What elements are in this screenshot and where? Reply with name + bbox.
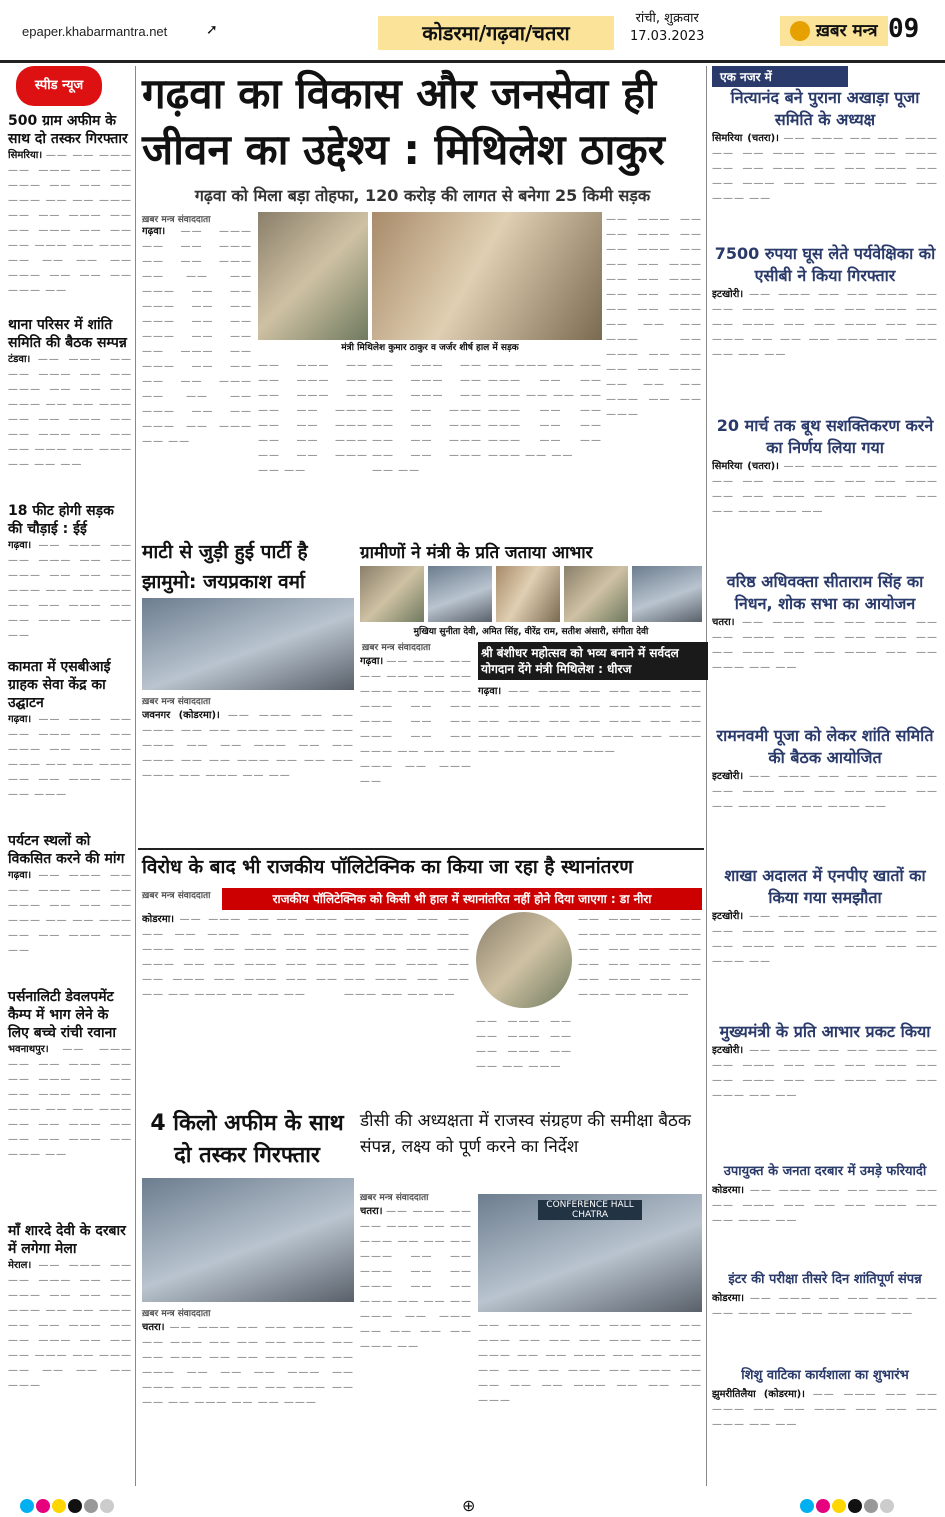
dc-story-2: —— ——— —— —— ——— —— —— ——— —— —— —— ——— —— —— ——— —— —— ——— —— —— ——— —— —— —— ——— —— ——— —— —— —— —— ——— —— —— —— ———	[478, 1320, 702, 1406]
right-story-3: सिमरिया (चतरा)। —— ——— —— —— ——— —— —— ——— —— —— —— ——— —— —— ——— —— —— ——— —— —— ——— —— ——	[712, 461, 938, 517]
main-story-col3: —— ——— —— —— ——— —— —— ——— —— —— —— ——— —— —— ——— —— —— ——— —— —— ——— —— ——	[372, 360, 482, 476]
left-story-2: टंडवा। —— ——— —— —— ——— —— —— ——— —— —— —— ——— —— —— ——— —— —— ——— —— —— ——— —— —— —— ——— —— ——— —— —— ——	[8, 354, 132, 470]
right-headline-10: शिशु वाटिका कार्यशाला का शुभारंभ	[741, 1368, 909, 1383]
right-headline-6: शाखा अदालत में एनपीए खातों का किया गया समझौता	[724, 866, 926, 907]
byline-afim: ख़बर मन्त्र संवाददाता	[142, 1309, 211, 1319]
page-number: 09	[888, 14, 920, 44]
site-url[interactable]: epaper.khabarmantra.net	[22, 24, 168, 39]
right-headline-1: नित्यानंद बने पुराना अखाड़ा पूजा समिति के अध्यक्ष	[730, 88, 920, 129]
right-story-9: कोडरमा। —— ——— —— —— ——— —— —— ——— —— —— —— ——— ——	[712, 1293, 938, 1319]
gram-portraits	[360, 566, 702, 622]
vansh-story: गढ़वा। —— ——— —— —— ——— —— —— ——— —— —— —— ——— —— —— ——— —— —— ——— —— —— ——— —— —— —— ——— —— ——— —— —— —— —— ———	[478, 686, 702, 757]
poly-headline: विरोध के बाद भी राजकीय पॉलिटेक्निक का किया जा रहा है स्थानांतरण	[142, 856, 633, 878]
left-story-1: सिमरिया। —— —— ——— —— ——— —— —— ——— —— —— —— ——— —— —— ——— —— —— ——— —— —— ——— —— —— —— ——— —— ——— —— —— —— —— ——— —— —— —— ——— ——	[8, 150, 132, 296]
date-box	[630, 10, 704, 46]
left-column	[8, 66, 132, 1486]
byline-gram: ख़बर मन्त्र संवाददाता	[362, 643, 431, 653]
portrait-4	[564, 566, 628, 622]
right-story-8: कोडरमा। —— ——— —— —— ——— —— —— ——— —— —— —— ——— —— —— ——— ——	[712, 1185, 938, 1226]
right-headline-2: 7500 रुपया घूस लेते पर्यवेक्षिका को एसीबी ने किया गिरफ्तार	[714, 244, 936, 285]
dc-story-1: चतरा। —— ——— —— —— ——— —— —— ——— —— —— —— ——— —— —— ——— —— —— ——— —— —— ——— —— —— —— ——— —— ——— —— —— —— —— ——— ——	[360, 1206, 472, 1352]
cursor-icon: ➚	[206, 22, 218, 38]
right-story-2: इटखोरी। —— ——— —— —— ——— —— —— ——— —— —— —— ——— —— —— ——— —— —— ——— —— —— ——— —— —— —— ——— —— ——— —— —— ——	[712, 289, 938, 360]
column-rule-right	[706, 66, 707, 1486]
left-story-5: गढ़वा। —— ——— —— —— ——— —— —— ——— —— —— —— ——— —— —— ——— —— —— ——— —— ——	[8, 870, 132, 956]
right-story-4: चतरा। —— ——— —— —— ——— —— —— ——— —— —— —— ——— —— —— ——— —— —— ——— —— —— ——— —— ——	[712, 617, 938, 673]
right-story-6: इटखोरी। —— ——— —— —— ——— —— —— ——— —— —— —— ——— —— —— ——— —— —— ——— —— —— ——— ——	[712, 911, 938, 967]
right-headline-7: मुख्यमंत्री के प्रति आभार प्रकट किया	[719, 1022, 931, 1041]
right-story-1: सिमरिया (चतरा)। —— ——— —— —— ——— —— —— ——— —— —— —— ——— —— —— ——— —— —— ——— —— —— ——— —— —— —— ——— —— ——— ——	[712, 133, 938, 204]
left-headline-4: कामता में एसबीआई ग्राहक सेवा केंद्र का उद्घाटन	[8, 659, 111, 711]
left-story-4: गढ़वा। —— ——— —— —— ——— —— —— ——— —— —— —— ——— —— —— ——— —— —— ——— —— —— ———	[8, 714, 132, 800]
gram-headline: ग्रामीणों ने मंत्री के प्रति जताया आभार	[360, 543, 593, 563]
right-headline-9: इंटर की परीक्षा तीसरे दिन शांतिपूर्ण संपन्न	[728, 1272, 922, 1287]
minister-photo	[258, 212, 368, 340]
road-photo	[372, 212, 602, 340]
main-story-col5: —— ——— —— —— ——— —— —— ——— —— —— —— ——— —— —— ——— —— —— ——— —— —— ——— —— —— —— ——— —— ——— —— —— —— —— ——— —— —— —— ——— —— —— ———	[606, 214, 702, 420]
poly-banner: राजकीय पॉलिटेक्निक को किसी भी हाल में स्थानांतरित नहीं होने दिया जाएगा : डा नीरा	[222, 888, 702, 910]
afim-photo	[142, 1178, 354, 1302]
right-headline-8: उपायुक्त के जनता दरबार में उमड़े फरियादी	[723, 1164, 927, 1179]
byline-dc: ख़बर मन्त्र संवाददाता	[360, 1193, 429, 1203]
left-headline-1: 500 ग्राम अफीम के साथ दो तस्कर गिरफ्तार	[8, 113, 128, 147]
main-subheadline: गढ़वा को मिला बड़ा तोहफा, 120 करोड़ की लागत से बनेगा 25 किमी सड़क	[194, 186, 651, 205]
logo-icon	[790, 21, 810, 41]
poly-story-1: कोडरमा। —— ——— —— —— ——— —— —— ——— —— —— —— ——— —— —— ——— —— —— ——— —— —— ——— —— —— —— ——— —— ——— —— —— —— —— ——— —— —— ——	[142, 914, 338, 1000]
main-headline: गढ़वा का विकास और जनसेवा ही जीवन का उद्देश्य : मिथिलेश ठाकुर	[142, 69, 665, 174]
portrait-1	[360, 566, 424, 622]
byline-poly: ख़बर मन्त्र संवाददाता	[142, 891, 211, 901]
afim-story: चतरा। —— ——— —— —— ——— —— —— ——— —— —— —— ——— —— —— ——— —— —— ——— —— —— ——— —— —— —— ——— —— ——— —— —— —— —— ——— —— —— —— ——— —— —— ———	[142, 1322, 354, 1408]
column-rule-left	[135, 66, 136, 1486]
footer-color-dots-right	[800, 1498, 896, 1517]
main-story-col1: गढ़वा। —— ——— —— —— ——— —— —— ——— —— —— —— ——— —— —— ——— —— —— ——— —— —— ——— —— —— —— ——— —— ——— —— —— —— —— ——— —— —— —— ——— —— —— ——— —— ——— —— ——	[142, 226, 252, 447]
jmm-photo	[142, 598, 354, 690]
byline-jmm: ख़बर मन्त्र संवाददाता	[142, 697, 211, 707]
page-header	[0, 0, 945, 63]
left-headline-7: माँ शारदे देवी के दरबार में लगेगा मेला	[8, 1223, 126, 1257]
left-headline-6: पर्सनालिटी डेवलपमेंट कैम्प में भाग लेने के लिए बच्चे रांची रवाना	[8, 989, 117, 1041]
left-headline-3: 18 फीट होगी सड़क की चौड़ाई : ईई	[8, 503, 114, 537]
portrait-3	[496, 566, 560, 622]
right-story-7: इटखोरी। —— ——— —— —— ——— —— —— ——— —— —— —— ——— —— —— ——— —— —— ——— —— —— ——— —— ——	[712, 1045, 938, 1101]
dc-photo	[478, 1194, 702, 1312]
footer-color-dots-left	[20, 1498, 116, 1517]
byline-main: ख़बर मन्त्र संवाददाता	[142, 215, 211, 225]
speed-news-badge: स्पीड न्यूज	[16, 66, 102, 106]
neera-photo	[476, 912, 572, 1008]
ek-nazar-tag: एक नजर में	[712, 66, 848, 87]
poly-story-3: —— ——— —— —— ——— —— —— ——— —— —— —— ———	[476, 1016, 572, 1072]
dc-headline: डीसी की अध्यक्षता में राजस्व संग्रहण की समीक्षा बैठक संपन्न, लक्ष्य को पूर्ण करने का निर्देश	[360, 1111, 691, 1157]
jmm-headline-1: माटी से जुड़ी हुई पार्टी है	[142, 541, 308, 563]
portrait-2	[428, 566, 492, 622]
right-story-5: इटखोरी। —— ——— —— —— ——— —— —— ——— —— —— —— ——— —— —— ——— —— —— ——— ——	[712, 771, 938, 812]
rule-poly	[138, 848, 704, 850]
right-headline-5: रामनवमी पूजा को लेकर शांति समिति की बैठक आयोजित	[716, 726, 934, 767]
gram-story: गढ़वा। —— ——— —— —— ——— —— —— ——— —— —— —— ——— —— —— ——— —— —— ——— —— —— ——— —— —— —— ——— —— ——— ——	[360, 656, 472, 787]
portrait-5	[632, 566, 702, 622]
left-story-3: गढ़वा। —— ——— —— —— ——— —— —— ——— —— —— —— ——— —— —— ——— —— —— ——— —— —— ——— —— —— ——	[8, 540, 132, 641]
register-mark-icon: ⊕	[462, 1496, 476, 1515]
right-headline-3: 20 मार्च तक बूथ सशक्तिकरण करने का निर्णय लिया गया	[716, 416, 934, 457]
gram-caption: मुखिया सुनीता देवी, अमित सिंह, वीरेंद्र राम, सतीश अंसारी, संगीता देवी	[360, 624, 702, 637]
right-story-10: झुमरीतिलैया (कोडरमा)। —— ——— —— —— ——— —— —— ——— —— —— —— ——— —— ——	[712, 1389, 938, 1430]
poly-story-4: —— ——— —— —— ——— —— —— ——— —— —— —— ——— —— —— ——— —— —— ——— —— —— ——— —— —— ——	[578, 914, 702, 1000]
issue-date: 17.03.2023	[630, 29, 705, 44]
left-story-6: भवनाथपुर। —— ——— —— —— ——— —— —— ——— —— —— —— ——— —— —— ——— —— —— ——— —— —— ——— —— —— —— ——— —— ——— ——	[8, 1044, 132, 1160]
main-photo-caption: मंत्री मिथिलेश कुमार ठाकुर व जर्जर शीर्ष हाल में सड़क	[258, 340, 602, 354]
dc-photo-sign: CONFERENCE HALL CHATRA	[538, 1200, 642, 1220]
left-story-7: मेराल। —— ——— —— —— ——— —— —— ——— —— —— —— ——— —— —— ——— —— —— ——— —— —— ——— —— —— —— ——— —— ——— —— —— —— —— ———	[8, 1260, 132, 1391]
city-day: रांची, शुक्रवार	[635, 11, 699, 26]
right-column	[712, 66, 938, 1486]
main-story-col4: —— ——— —— —— ——— —— —— ——— —— —— —— ——— —— —— ——— —— —— ——— —— —— ——— —— ——	[488, 360, 602, 461]
region-title: कोडरमा/गढ़वा/चतरा	[378, 16, 614, 50]
jmm-headline-2: झामुमो: जयप्रकाश वर्मा	[142, 571, 305, 593]
brand-logo	[780, 16, 888, 46]
poly-story-2: —— ——— —— —— ——— —— —— ——— —— —— —— ——— —— —— ——— —— —— ——— —— —— ——— —— —— ——	[344, 914, 470, 1000]
left-headline-5: पर्यटन स्थलों को विकसित करने की मांग	[8, 833, 125, 867]
main-story-col2: —— ——— —— —— ——— —— —— ——— —— —— —— ——— —— —— ——— —— —— ——— —— —— ——— —— ——	[258, 360, 368, 476]
left-headline-2: थाना परिसर में शांति समिति की बैठक सम्पन्न	[8, 317, 127, 351]
afim-headline: 4 किलो अफीम के साथ दो तस्कर गिरफ्तार	[150, 1111, 344, 1168]
brand-name: ख़बर मन्त्र	[816, 21, 878, 41]
right-headline-4: वरिष्ठ अधिवक्ता सीताराम सिंह का निधन, शोक सभा का आयोजन	[726, 572, 924, 613]
jmm-story: जवनगर (कोडरमा)। —— ——— —— —— ——— —— —— ——— —— —— —— ——— —— —— ——— —— —— ——— —— —— ——— —— —— —— ——— —— ——— —— ——	[142, 710, 354, 781]
vansh-headline: श्री बंशीधर महोत्सव को भव्य बनाने में सर्वदल योगदान देंगे मंत्री मिथिलेश : धीरज	[478, 642, 708, 680]
